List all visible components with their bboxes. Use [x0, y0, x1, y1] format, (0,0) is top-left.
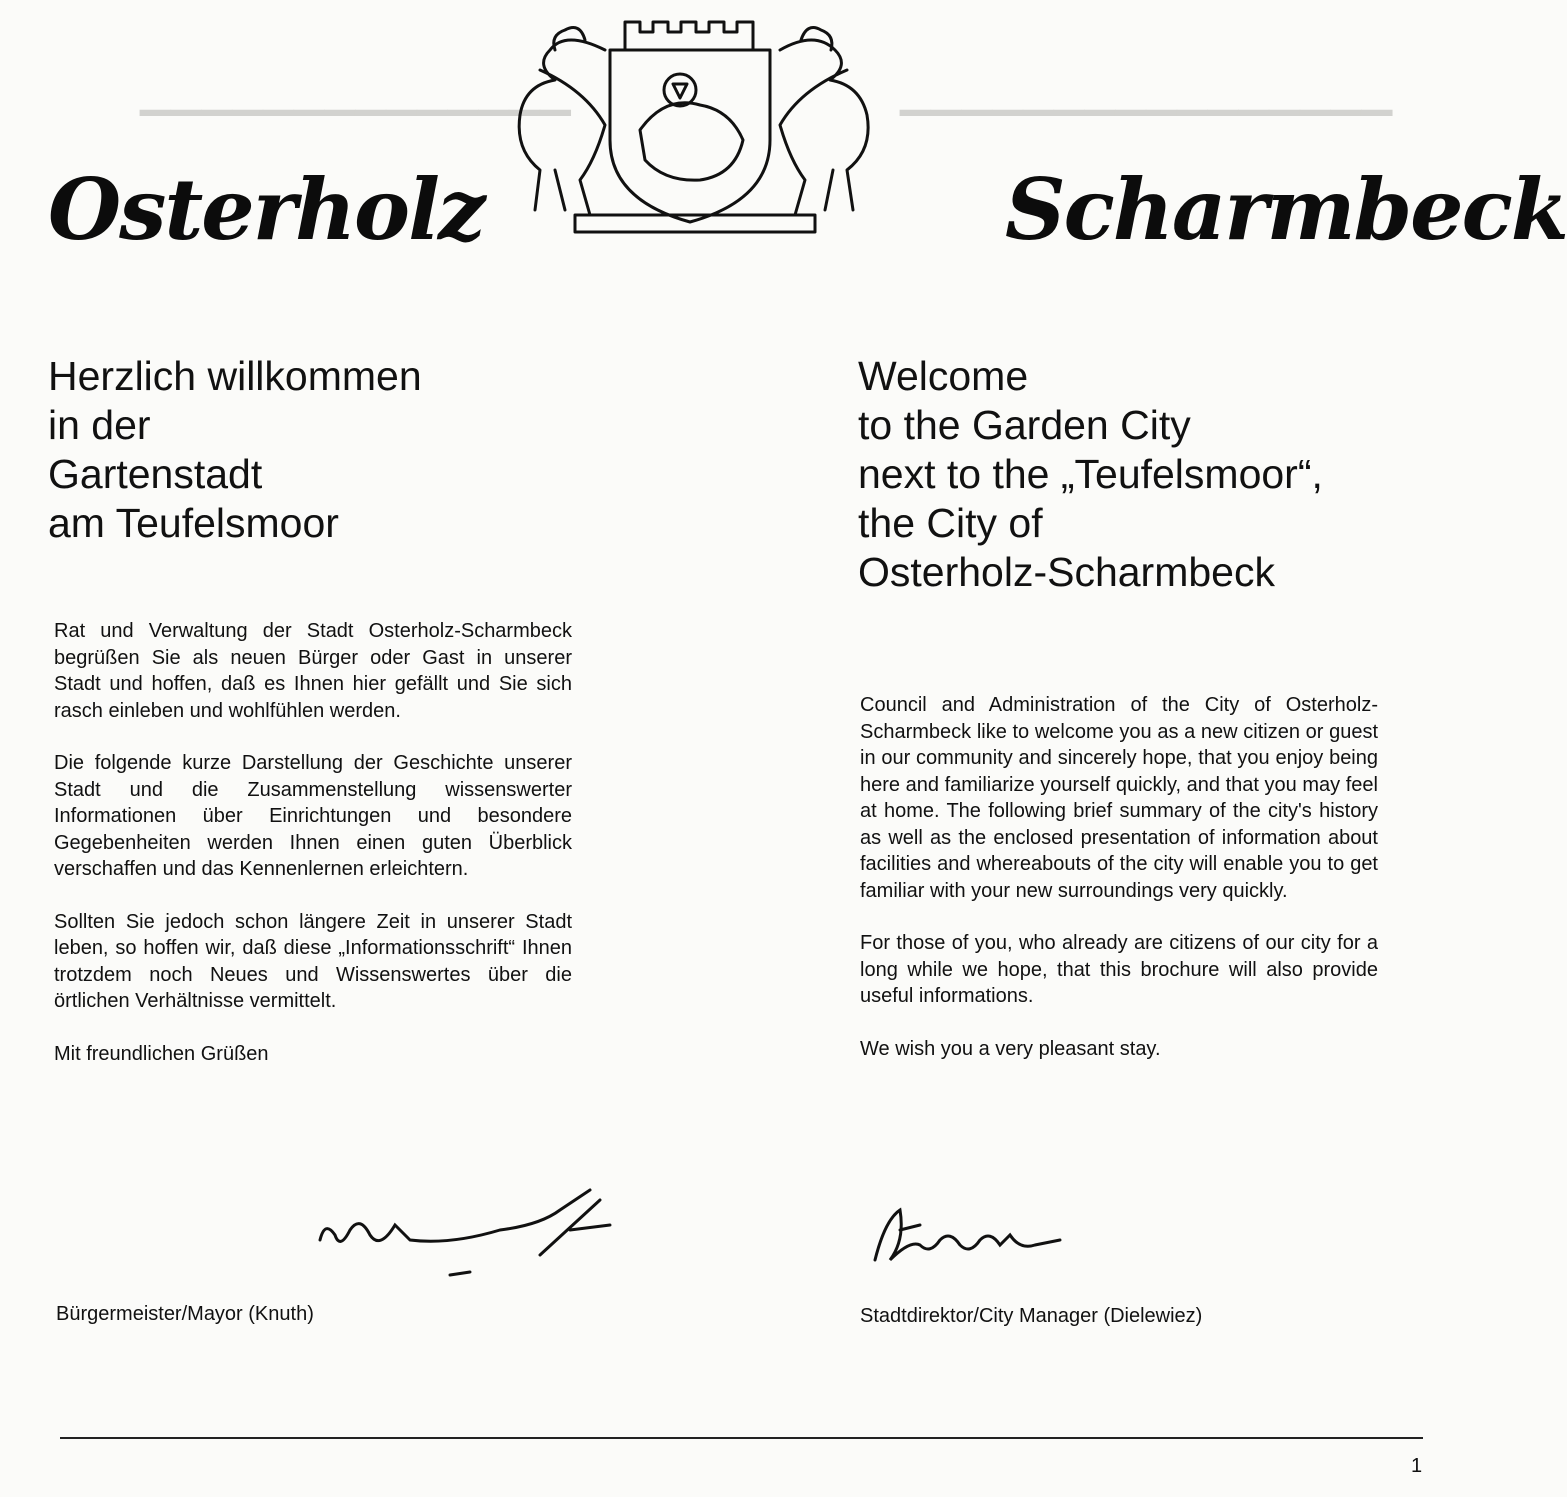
german-headline-line: Gartenstadt — [48, 451, 263, 497]
footer-rule — [60, 1437, 1423, 1439]
mayor-signature — [300, 1180, 620, 1280]
german-paragraph: Rat und Verwaltung der Stadt Osterholz-Scharmbeck begrüßen Sie als neuen Bürger oder Gast in unserer Stadt und hoffen, daß es Ihnen hier gefällt und Sie sich rasch einleben und wohlfühlen werden. — [54, 620, 572, 722]
city-coat-of-arms-icon — [495, 10, 895, 240]
brand-scharmbeck: Scharmbeck — [1005, 160, 1567, 259]
english-headline — [858, 352, 1323, 597]
german-paragraph: Die folgende kurze Darstellung der Geschichte unserer Stadt und die Zusammenstellung wissenswerter Informationen über Einrichtungen und besondere Gegebenheiten werden Ihnen einen guten Überblick verschaffen und das Kennenlernen erleichtern. — [54, 752, 572, 880]
german-paragraph: Sollten Sie jedoch schon längere Zeit in unserer Stadt leben, so hoffen wir, daß diese „Informationsschrift“ Ihnen trotzdem noch Neues und Wissenswertes über die örtlichen Verhältnisse vermittelt. — [54, 910, 572, 1012]
english-headline-line: next to the „Teufelsmoor“, — [858, 451, 1323, 497]
page-number: 1 — [1411, 1455, 1423, 1477]
english-closing: We wish you a very pleasant stay. — [860, 1037, 1161, 1060]
german-headline-line: in der — [48, 402, 151, 448]
city-manager-signature — [860, 1200, 1080, 1270]
english-headline-line: Osterholz-Scharmbeck — [858, 549, 1275, 595]
mayor-signer-label: Bürgermeister/Mayor (Knuth) — [56, 1303, 314, 1325]
english-headline-line: Welcome — [858, 353, 1029, 399]
english-headline-line: the City of — [858, 500, 1043, 546]
bleed-through-heading-right: ▁▁▁▁▁▁▁▁▁▁▁▁▁▁▁▁ — [900, 71, 1393, 115]
english-body — [860, 692, 1378, 1088]
english-paragraph: For those of you, who already are citizens of our city for a long while we hope, that this brochure will also provide useful informations. — [860, 932, 1378, 1007]
german-headline-line: Herzlich willkommen — [48, 353, 422, 399]
brand-osterholz: Osterholz — [48, 160, 484, 259]
german-body — [54, 618, 572, 1093]
city-manager-signer-label: Stadtdirektor/City Manager (Dielewiez) — [860, 1305, 1203, 1327]
german-headline-line: am Teufelsmoor — [48, 500, 339, 546]
german-closing: Mit freundlichen Grüßen — [54, 1042, 269, 1065]
german-headline — [48, 352, 422, 548]
english-headline-line: to the Garden City — [858, 402, 1191, 448]
bleed-through-heading-left: ▁▁▁▁▁▁▁▁▁▁▁▁▁▁ — [140, 71, 571, 115]
english-paragraph: Council and Administration of the City of Osterholz-Scharmbeck like to welcome you as a new citizen or guest in our community and sincerely hope, that you enjoy being here and familiarize yourself quickly, and that you may feel at home. The following brief summary of the city's history as well as the enclosed presentation of information about facilities and whereabouts of the city will enable you to get familiar with your new surroundings very quickly. — [860, 694, 1378, 902]
